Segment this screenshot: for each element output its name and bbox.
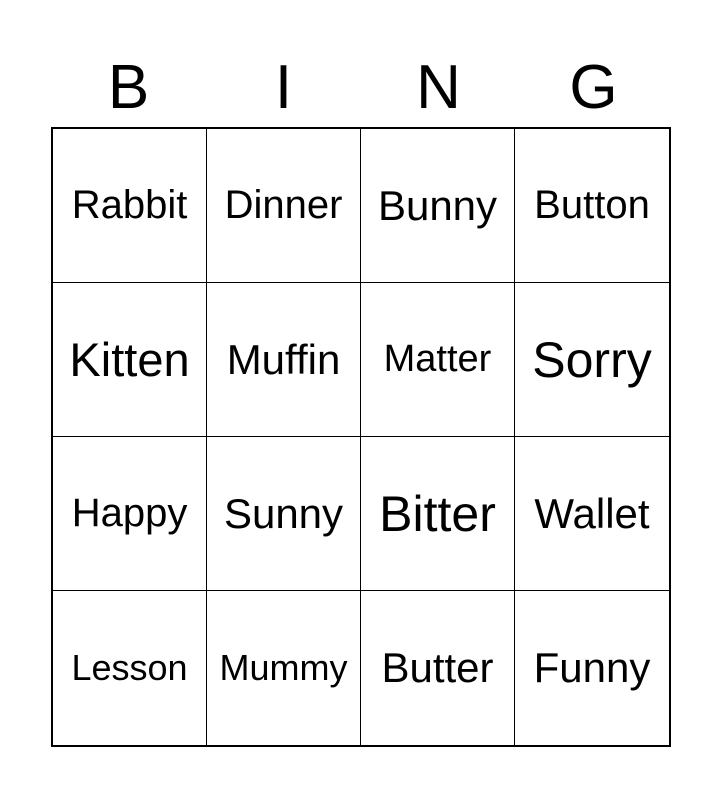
bingo-cell[interactable]: Dinner [207,129,361,283]
bingo-cell[interactable]: Rabbit [53,129,207,283]
bingo-cell[interactable]: Happy [53,437,207,591]
bingo-cell[interactable]: Bunny [361,129,515,283]
bingo-cell[interactable]: Butter [361,591,515,745]
bingo-cell[interactable]: Wallet [515,437,669,591]
bingo-cell[interactable]: Sunny [207,437,361,591]
bingo-cell[interactable]: Bitter [361,437,515,591]
header-letter-g: G [569,53,618,122]
bingo-cell[interactable]: Button [515,129,669,283]
bingo-cell[interactable]: Funny [533,644,651,691]
bingo-header [51,52,671,124]
bingo-cell[interactable]: Lesson [53,591,207,745]
bingo-cell[interactable]: Muffin [207,283,361,437]
bingo-card-grid [51,127,671,747]
header-letter-n: N [416,53,461,122]
header-letter-b: B [107,53,150,122]
bingo-cell[interactable]: Mummy [207,591,361,745]
bingo-cell[interactable]: Matter [361,283,515,437]
bingo-cell[interactable]: Sorry [515,283,669,437]
bingo-cell[interactable]: Kitten [53,283,207,437]
header-letter-i: I [274,53,293,122]
